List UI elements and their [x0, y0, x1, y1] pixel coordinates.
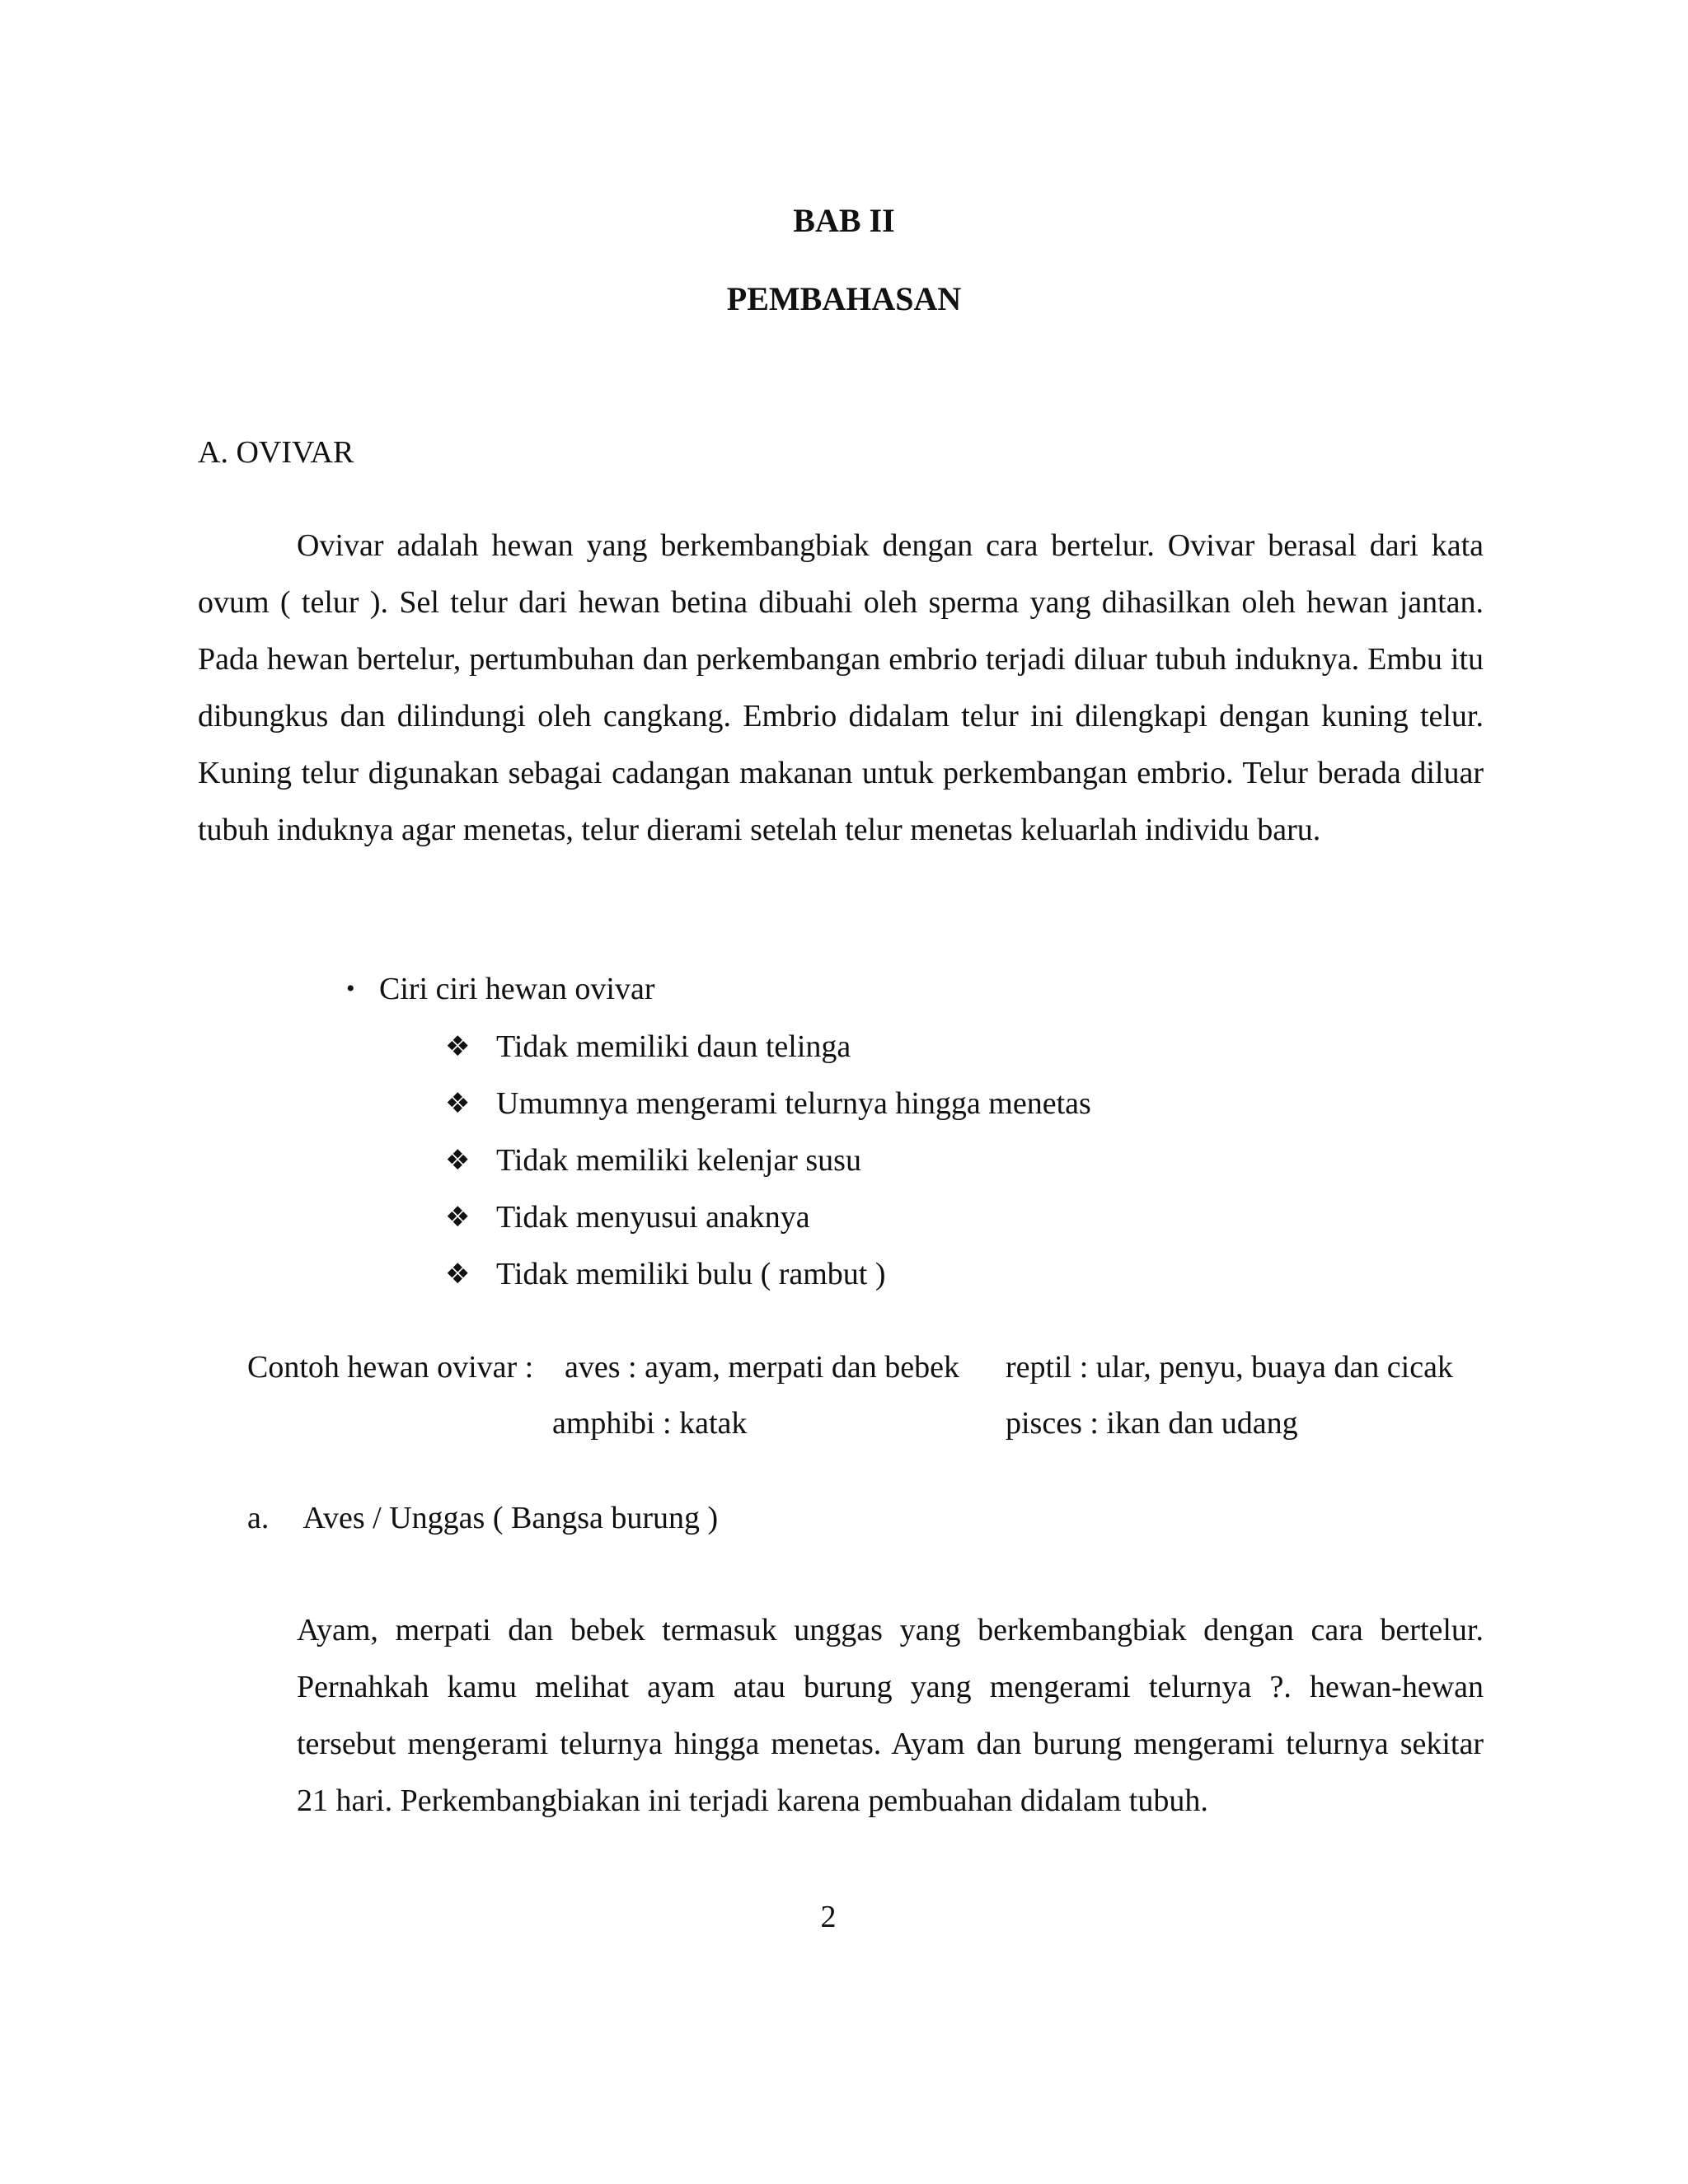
- list-item: [445, 1019, 1091, 1076]
- page-title: PEMBAHASAN: [726, 280, 962, 317]
- list-item: [445, 1246, 1091, 1303]
- intro-paragraph: Ovivar adalah hewan yang berkembangbiak dengan cara bertelur. Ovivar berasal dari kata ovum ( telur ). Sel telur dari hewan betina dibuahi oleh sperma yang dihasilkan oleh hewan jantan. Pada hewan bertelur, pertumbuhan dan perkembangan embrio terjadi diluar tubuh induknya. Embu itu dibungkus dan dilindungi oleh cangkang. Embrio didalam telur ini dilengkapi dengan kuning telur. Kuning telur digunakan sebagai cadangan makanan untuk perkembangan embrio. Telur berada diluar tubuh induknya agar menetas, telur dierami setelah telur menetas keluarlah individu baru.: [198, 528, 1484, 847]
- example-reptil: reptil : ular, penyu, buaya dan cicak: [1006, 1350, 1453, 1385]
- list-item-text: Umumnya mengerami telurnya hingga menetas: [496, 1086, 1091, 1121]
- diamond-bullet-icon: ❖: [445, 1087, 471, 1120]
- bullet-icon: •: [346, 975, 355, 1002]
- page-number: 2: [820, 1900, 837, 1934]
- chapter-title: BAB II: [793, 202, 895, 239]
- subsection-heading-text: Aves / Unggas ( Bangsa burung ): [302, 1501, 719, 1535]
- subsection-marker: a.: [247, 1501, 270, 1535]
- list-item: [445, 1189, 1091, 1246]
- example-pisces: pisces : ikan dan udang: [1006, 1406, 1298, 1441]
- list-item: [445, 1076, 1091, 1132]
- characteristics-heading: [346, 964, 655, 1014]
- example-amphibi: amphibi : katak: [552, 1406, 748, 1441]
- list-item-text: Tidak memiliki bulu ( rambut ): [496, 1257, 886, 1291]
- example-aves: aves : ayam, merpati dan bebek: [565, 1350, 960, 1385]
- subsection-heading-aves: [247, 1502, 718, 1534]
- aves-paragraph: Ayam, merpati dan bebek termasuk unggas yang berkembangbiak dengan cara bertelur. Pernahkah kamu melihat ayam atau burung yang mengerami telurnya ?. hewan-hewan tersebut mengerami telurnya hingga menetas. Ayam dan burung mengerami telurnya sekitar 21 hari. Perkembangbiakan ini terjadi karena pembuahan didalam tubuh.: [297, 1613, 1484, 1818]
- list-item-text: Tidak memiliki daun telinga: [496, 1029, 851, 1064]
- characteristics-heading-text: Ciri ciri hewan ovivar: [379, 972, 655, 1006]
- examples-label: Contoh hewan ovivar :: [247, 1350, 534, 1385]
- diamond-bullet-icon: ❖: [445, 1030, 471, 1063]
- diamond-bullet-icon: ❖: [445, 1258, 471, 1291]
- characteristics-list: [445, 1019, 1091, 1303]
- list-item-text: Tidak menyusui anaknya: [496, 1200, 810, 1235]
- diamond-bullet-icon: ❖: [445, 1201, 471, 1234]
- list-item-text: Tidak memiliki kelenjar susu: [496, 1143, 861, 1178]
- section-heading-ovivar: A. OVIVAR: [198, 435, 354, 470]
- list-item: [445, 1132, 1091, 1189]
- diamond-bullet-icon: ❖: [445, 1144, 471, 1177]
